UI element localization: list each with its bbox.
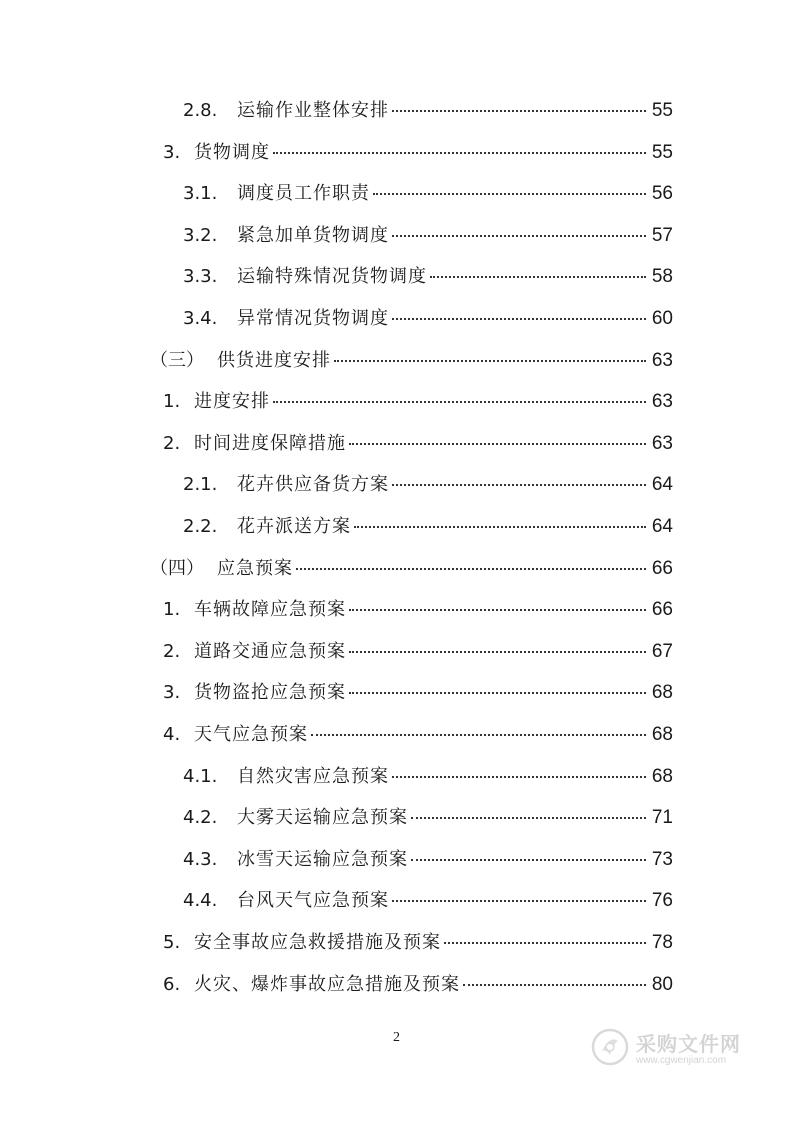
toc-entry[interactable] (183, 304, 673, 334)
toc-entry-page: 78 (651, 932, 673, 953)
toc-entry[interactable] (183, 512, 673, 542)
toc-entry-title: 安全事故应急救援措施及预案 (194, 932, 441, 953)
toc-dot-leader (392, 317, 646, 320)
toc-entry-page: 71 (651, 807, 673, 829)
toc-entry-title: 调度员工作职责 (237, 183, 370, 205)
toc-entry-title: 异常情况货物调度 (237, 308, 389, 329)
watermark-url: www.cgwenjian.com (636, 1055, 727, 1066)
toc-entry-page: 76 (651, 890, 673, 912)
toc-entry[interactable] (183, 886, 673, 916)
toc-entry-page: 63 (651, 349, 673, 371)
toc-entry-number: 3. (163, 682, 181, 704)
toc-entry[interactable] (183, 179, 673, 209)
toc-entry-number: 3.3. (183, 266, 218, 288)
toc-entry-number: 1. (163, 391, 181, 413)
toc-entry-number: 4.3. (183, 848, 218, 870)
toc-dot-leader (349, 650, 646, 653)
toc-dot-leader (273, 400, 646, 403)
toc-entry-number: 6. (163, 973, 181, 995)
toc-entry-title: 花卉派送方案 (237, 516, 351, 537)
toc-entry-title: 货物盗抢应急预案 (194, 682, 346, 704)
toc-entry-number: 1. (163, 599, 181, 621)
toc-entry[interactable] (163, 138, 673, 168)
toc-entry[interactable] (163, 720, 673, 750)
toc-dot-leader (392, 109, 646, 112)
toc-entry-page: 73 (651, 848, 673, 870)
toc-entry-number: 5. (163, 932, 181, 953)
toc-entry-title: 货物调度 (194, 141, 270, 163)
toc-dot-leader (392, 234, 646, 237)
toc-entry-page: 68 (651, 724, 673, 745)
toc-dot-leader (411, 858, 646, 861)
toc-entry-title: 道路交通应急预案 (194, 640, 346, 662)
toc-dot-leader (392, 483, 646, 486)
toc-entry[interactable] (163, 678, 673, 708)
toc-entry-number: 3. (163, 141, 181, 163)
toc-entry-number: （四） (150, 557, 204, 579)
toc-entry-page: 66 (651, 599, 673, 621)
toc-entry-title: 冰雪天运输应急预案 (237, 848, 408, 870)
toc-dot-leader (430, 275, 646, 278)
toc-entry[interactable] (150, 346, 673, 376)
toc-dot-leader (463, 983, 646, 986)
toc-entry-title: 大雾天运输应急预案 (237, 807, 408, 829)
toc-entry-number: 2.1. (183, 474, 218, 496)
toc-entry-title: 运输作业整体安排 (237, 100, 389, 121)
toc-entry-title: 运输特殊情况货物调度 (237, 266, 427, 288)
toc-dot-leader (354, 525, 646, 528)
toc-entry-title: 火灾、爆炸事故应急措施及预案 (194, 973, 460, 995)
toc-entry-page: 66 (651, 557, 673, 579)
toc-entry-page: 80 (651, 973, 673, 995)
toc-dot-leader (349, 442, 646, 445)
toc-entry[interactable] (163, 970, 673, 1000)
toc-entry[interactable] (183, 221, 673, 251)
toc-entry-number: 4. (163, 724, 181, 745)
toc-entry-title: 紧急加单货物调度 (237, 224, 389, 246)
toc-entry-number: 2.2. (183, 516, 218, 537)
toc-entry-page: 55 (651, 100, 673, 121)
toc-entry-title: 台风天气应急预案 (237, 890, 389, 912)
toc-dot-leader (392, 899, 646, 902)
toc-entry-title: 车辆故障应急预案 (194, 599, 346, 621)
toc-entry-number: 2. (163, 640, 181, 662)
toc-entry-number: 3.4. (183, 308, 218, 329)
toc-entry-page: 68 (651, 682, 673, 704)
toc-dot-leader (311, 733, 646, 736)
toc-dot-leader (411, 816, 646, 819)
toc-entry-title: 花卉供应备货方案 (237, 474, 389, 496)
toc-entry-title: 应急预案 (217, 557, 293, 579)
toc-entry-page: 63 (651, 391, 673, 413)
toc-entry-title: 时间进度保障措施 (194, 432, 346, 454)
toc-entry-title: 天气应急预案 (194, 724, 308, 745)
toc-entry[interactable] (183, 470, 673, 500)
toc-dot-leader (349, 691, 646, 694)
toc-dot-leader (444, 941, 646, 944)
toc-dot-leader (349, 608, 646, 611)
toc-entry-number: 3.1. (183, 183, 218, 205)
toc-entry-page: 64 (651, 516, 673, 537)
toc-entry-page: 58 (651, 266, 673, 288)
watermark-logo-icon (590, 1027, 630, 1067)
toc-entry-title: 进度安排 (194, 391, 270, 413)
toc-entry[interactable] (183, 803, 673, 833)
toc-entry[interactable] (163, 595, 673, 625)
toc-entry-number: 4.2. (183, 807, 218, 829)
toc-entry-title: 自然灾害应急预案 (237, 765, 389, 787)
toc-entry-number: （三） (150, 349, 204, 371)
toc-dot-leader (373, 192, 646, 195)
toc-entry[interactable] (183, 845, 673, 875)
toc-entry[interactable] (150, 554, 673, 584)
toc-entry-number: 4.1. (183, 765, 218, 787)
toc-entry-page: 63 (651, 432, 673, 454)
toc-entry-page: 60 (651, 308, 673, 329)
toc-entry-page: 55 (651, 141, 673, 163)
toc-entry-page: 64 (651, 474, 673, 496)
toc-dot-leader (296, 567, 646, 570)
toc-entry[interactable] (163, 387, 673, 417)
toc-entry[interactable] (183, 762, 673, 792)
toc-entry-number: 3.2. (183, 224, 218, 246)
toc-entry-page: 57 (651, 224, 673, 246)
watermark (590, 1022, 760, 1072)
toc-dot-leader (273, 151, 646, 154)
toc-entry-number: 4.4. (183, 890, 218, 912)
toc-entry[interactable] (183, 96, 673, 126)
toc-dot-leader (334, 359, 646, 362)
toc-entry-page: 68 (651, 765, 673, 787)
toc-entry[interactable] (163, 637, 673, 667)
toc-entry[interactable] (183, 262, 673, 292)
watermark-name: 采购文件网 (636, 1032, 741, 1056)
toc-entry[interactable] (163, 429, 673, 459)
toc-entry[interactable] (163, 928, 673, 958)
page-number: 2 (393, 1030, 400, 1045)
toc-entry-number: 2.8. (183, 100, 218, 121)
toc-entry-page: 56 (651, 183, 673, 205)
toc-dot-leader (392, 775, 646, 778)
toc-entry-page: 67 (651, 640, 673, 662)
toc-entry-title: 供货进度安排 (217, 349, 331, 371)
toc-entry-number: 2. (163, 432, 181, 454)
